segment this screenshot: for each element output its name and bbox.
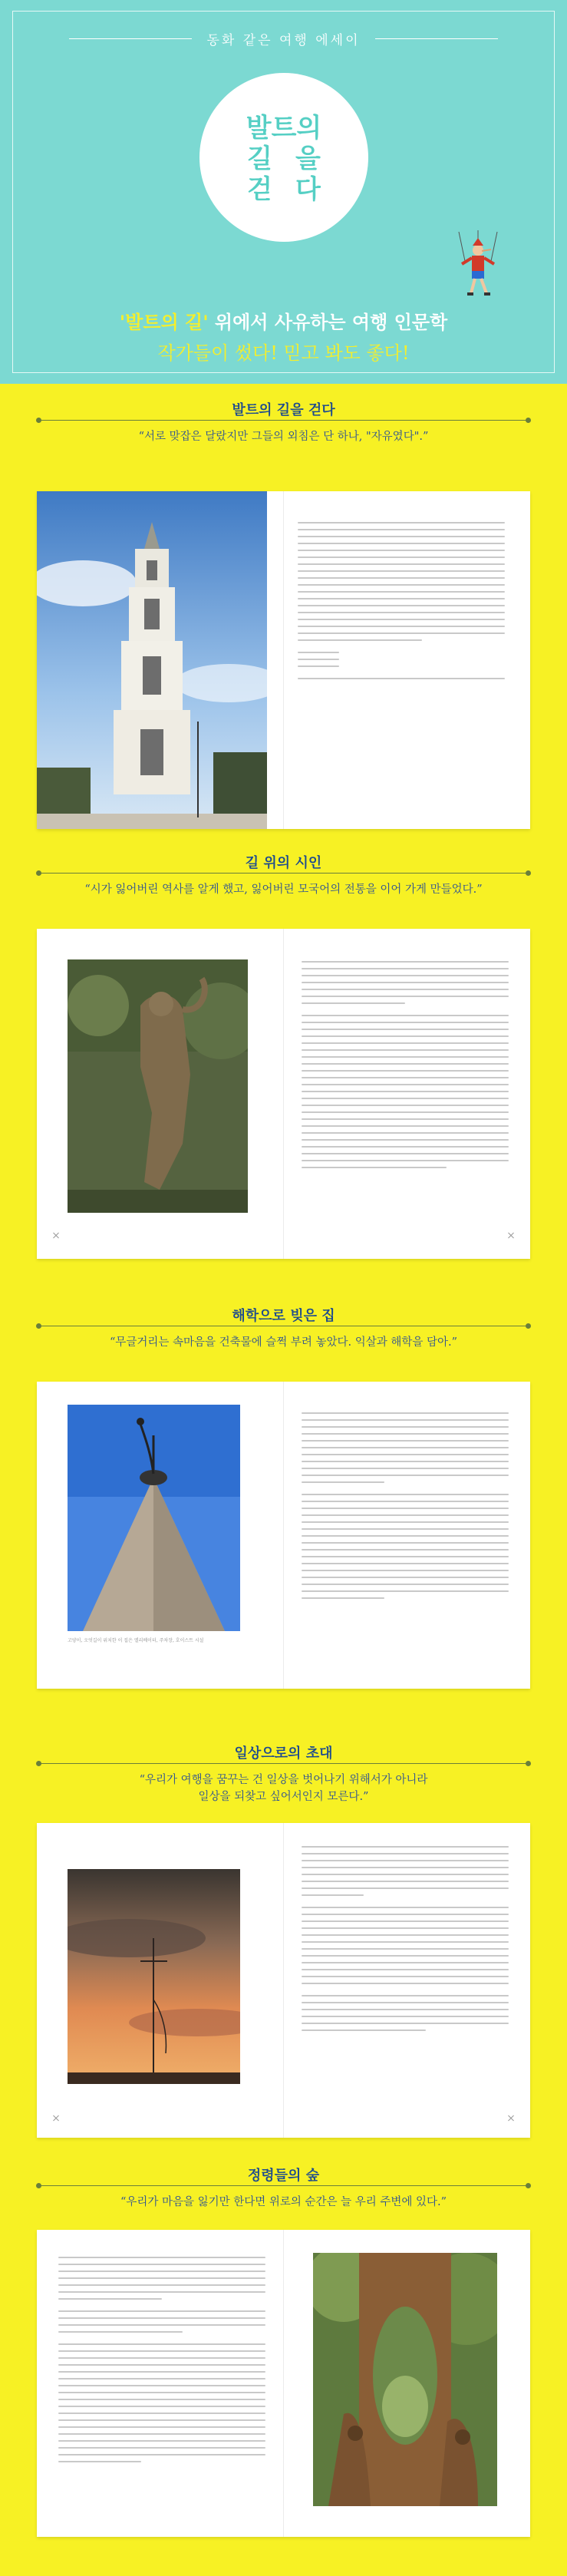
forest-sculpture-photo [313,2253,497,2506]
title-char: 다 [295,174,321,205]
quote-line: “우리가 여행을 꿈꾸는 건 일상을 벗어나기 위해서가 아니라 [139,1774,428,1786]
section-quote: “무글거리는 속마음을 건축물에 슬쩍 부려 놓았다. 익살과 해학을 담아.” [109,1336,458,1349]
section-rule [38,420,529,421]
book-spread [37,491,530,829]
tagline-highlight: '발트의 길' [119,312,209,333]
section-title: 발트의 길을 걷다 [232,402,335,418]
sunset-sky-photo [68,1869,240,2084]
section-1 [0,384,567,829]
quote-line: 일상을 되찾고 싶어서인지 모른다.” [198,1791,369,1803]
section-quote: “우리가 마음을 잃기만 한다면 위로의 순간은 늘 우리 주변에 있다.” [120,2196,447,2208]
body-text-block [302,1846,509,2036]
section-rule [38,1763,529,1764]
cover-banner [0,0,567,384]
title-char: 걷 [247,174,272,205]
title-char: 의 [296,113,322,144]
page-mark [507,2115,515,2122]
section-3 [0,1290,567,1727]
title-char: 발 [246,113,272,144]
body-text-block [302,961,509,1174]
book-spread [37,1823,530,2138]
section-2 [0,837,567,1282]
photo-caption: 고양이, 오엇길이 위치한 이 집은 엘리베이터, 주차장, 호이스트 시설 [68,1638,204,1643]
title-char: 트 [271,113,297,144]
book-spread [37,1382,530,1689]
section-4 [0,1727,567,2157]
book-title-circle [199,73,368,242]
pinocchio-puppet-illustration [451,230,505,299]
body-text-block [298,522,505,685]
page-fold [283,491,284,829]
section-title: 해학으로 빚은 집 [232,1308,335,1324]
tagline-text: 위에서 사유하는 여행 인문학 [208,312,448,333]
body-text-block [302,1412,509,1604]
ostrich-roof-photo [68,1405,240,1631]
tagline-sub: 작가들이 썼다! 믿고 봐도 좋다! [157,342,410,364]
poet-statue-photo [68,959,248,1213]
section-rule [38,2185,529,2186]
section-quote: “시가 잃어버린 역사를 알게 했고, 잃어버린 모국어의 전통을 이어 가게 만들었다.” [84,883,483,896]
title-char: 길 [247,144,272,174]
page-mark [52,1232,60,1240]
section-rule [38,873,529,874]
book-spread [37,2230,530,2537]
page-fold [283,1823,284,2138]
tagline [0,307,567,334]
page-fold [283,1382,284,1689]
page-fold [283,2230,284,2537]
section-quote [31,1772,536,1805]
section-title: 정령들의 숲 [247,2168,320,2184]
section-title: 길 위의 시인 [245,855,322,871]
book-title [199,113,368,205]
book-spread [37,929,530,1259]
bell-tower-photo [37,491,267,829]
page-mark [507,1232,515,1240]
page-fold [283,929,284,1259]
body-text-block [58,2257,265,2468]
section-5 [0,2149,567,2576]
title-char: 을 [295,144,321,174]
section-title: 일상으로의 초대 [234,1745,333,1762]
section-quote: “서로 맞잡은 달랐지만 그들의 외침은 단 하나, "자유였다".” [138,431,429,443]
series-label: 동화 같은 여행 에세이 [206,33,361,48]
page-mark [52,2115,60,2122]
